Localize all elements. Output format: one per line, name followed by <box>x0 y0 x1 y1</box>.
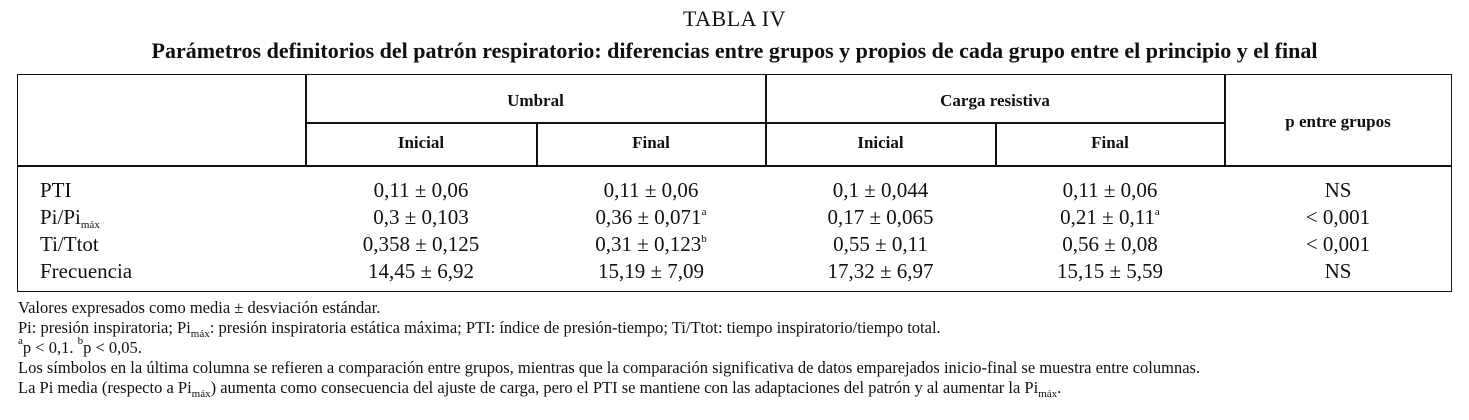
cell-carga-inicial: 0,55 ± 0,11 <box>833 232 928 256</box>
table-footnotes <box>18 298 1458 398</box>
cell-carga-final: 0,56 ± 0,08 <box>1062 232 1158 256</box>
footnote-marker: a <box>701 206 707 218</box>
cell-carga-inicial: 17,32 ± 6,97 <box>827 259 934 283</box>
data-table <box>17 74 1452 292</box>
cell-umbral-final: 0,36 ± 0,071$^a$ <box>595 205 707 229</box>
cell-carga-final: 0,21 ± 0,11$^a$ <box>1060 205 1160 229</box>
row-label-pti: PTI <box>40 178 72 202</box>
header-subdivider <box>305 122 1225 124</box>
cell-carga-final: 15,15 ± 5,59 <box>1056 259 1164 283</box>
header-umbral-inicial: Inicial <box>397 133 445 152</box>
cell-p-value: < 0,001 <box>1305 205 1371 229</box>
header-p-entre-grupos: p entre grupos <box>1285 112 1391 131</box>
table-subtitle: Parámetros definitorios del patrón respiratorio: diferencias entre grupos y propios de cada grupo entre el principio y el final <box>151 38 1318 63</box>
footnote-marker: b <box>701 233 707 245</box>
footnote-line: Valores expresados como media ± desviación estándar. <box>18 298 381 317</box>
header-umbral: Umbral <box>507 91 564 110</box>
cell-umbral-inicial: 0,11 ± 0,06 <box>373 178 469 202</box>
cell-umbral-inicial: 0,358 ± 0,125 <box>362 232 480 256</box>
row-label-frecuencia: Frecuencia <box>40 259 133 283</box>
cell-umbral-final: 15,19 ± 7,09 <box>597 259 705 283</box>
footnote-line: La Pi media (respecto a $Pi_{máx}$) aumenta como consecuencia del ajuste de carga, pero el PTI se mantiene con las adaptaciones del patrón y al aumentar la $Pi_{máx}$. <box>18 378 1062 400</box>
header-carga-inicial: Inicial <box>857 133 904 152</box>
table-title: TABLA IV <box>682 6 787 31</box>
cell-umbral-final: 0,31 ± 0,123$^b$ <box>595 232 707 256</box>
cell-carga-inicial: 0,1 ± 0,044 <box>832 178 929 202</box>
footnote-marker: a <box>1154 206 1160 218</box>
cell-p-value: < 0,001 <box>1305 232 1371 256</box>
header-carga-resistiva: Carga resistiva <box>940 91 1050 110</box>
cell-umbral-final: 0,11 ± 0,06 <box>603 178 699 202</box>
cell-p-value: NS <box>1324 178 1352 202</box>
footnote-line: Los símbolos en la última columna se refieren a comparación entre grupos, mientras que la comparación significativa de datos emparejados inicio-final se muestra entre columnas. <box>18 358 1201 377</box>
header-carga-final: Final <box>1091 133 1129 152</box>
header-bottom-rule <box>18 165 1451 167</box>
cell-umbral-inicial: 14,45 ± 6,92 <box>367 259 475 283</box>
cell-carga-inicial: 0,17 ± 0,065 <box>827 205 934 229</box>
cell-carga-final: 0,11 ± 0,06 <box>1062 178 1158 202</box>
row-label-ti-ttot: Ti/Ttot <box>40 232 99 256</box>
footnote-line: Pi: presión inspiratoria; $Pi_{máx}$: presión inspiratoria estática máxima; PTI: índice de presión-tiempo; Ti/Ttot: tiempo inspiratorio/tiempo total. <box>18 318 941 340</box>
footnote-line: $^a$p < 0,1. $^b$p < 0,05. <box>18 335 142 357</box>
cell-p-value: NS <box>1324 259 1352 283</box>
header-umbral-final: Final <box>632 133 670 152</box>
cell-umbral-inicial: 0,3 ± 0,103 <box>373 205 469 229</box>
row-label-pi-pimax: $Pi/Pi_{máx}$ <box>40 205 100 231</box>
